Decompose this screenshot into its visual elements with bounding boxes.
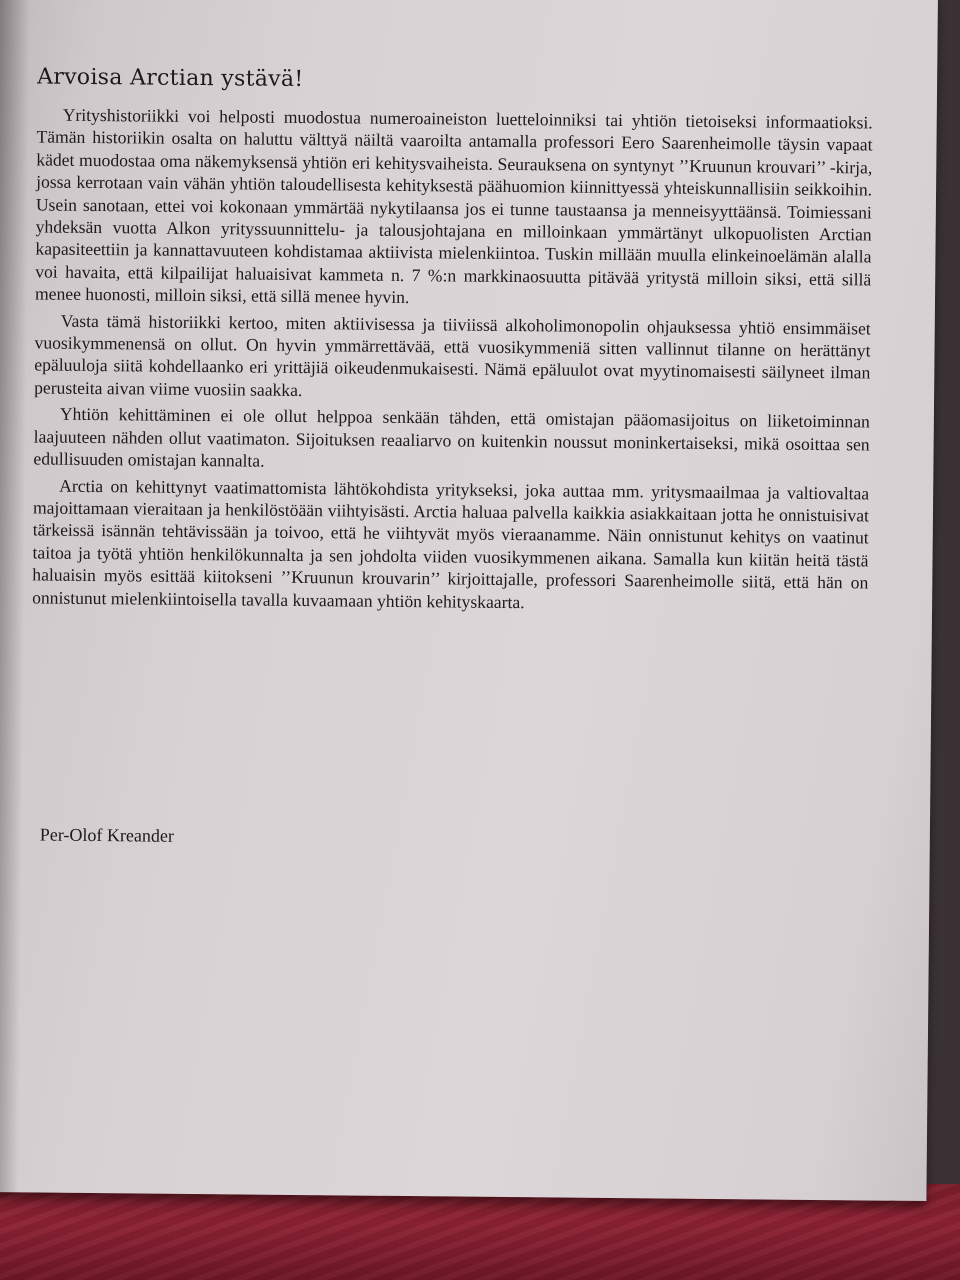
paragraph-1: Yrityshistoriikki voi helposti muodostua numeroaineiston luetteloinniksi tai yhtiön tietoiseksi informaatioksi. Tämän historiikin osalta on haluttu välttyä näiltä vaaroilta antamalla professori Eero Saarenheimolle täysin vapaat kädet muodostaa oma näkemyksensä yhtiön eri kehitysvaiheista. Seurauksena on syntynyt ’’Kruunun krouvari’’ -kirja, jossa kerrotaan vain vähän yhtiön taloudellisesta kehityksestä päähuomion kiinnittyessä yhteiskunnallisiin seikkoihin. Usein sanotaan, ettei voi kokonaan ymmärtää nykytilaansa jos ei tunne taustaansa ja menneisyyttäänsä. Toimiessani yhdeksän vuotta Alkon yrityssuunnittelu- ja talousjohtajana en milloinkaan ymmärtänyt ulkopuolisten Arctian kapasiteettiin ja kannattavuuteen kohdistamaa aktiivista mielenkiintoa. Tuskin millään muulla elinkeinoelämän alalla voi havaita, että kilpailijat haluaisivat kammeta n. 7 %:n markkinaosuutta pitävää yritystä milloin siksi, että sillä menee huonosti, milloin siksi, että sillä menee hyvin.	[34, 104, 873, 308]
spine-shadow	[0, 0, 30, 1192]
paragraph-2: Vasta tämä historiikki kertoo, miten aktiivisessa ja tiiviissä alkoholimonopolin ohjauksessa yhtiö ensimmäiset vuosikymmenensä on ollut. On hyvin ymmärrettävää, että vuosikymmeniä sitten vallinnut tilanne on herättänyt epäluuloja siitä kohdellaanko eri yrittäjiä oikeudenmukaisesti. Nämä epäluulot ovat myytinomaisesti säilyneet ilman perusteita aivan viime vuosiin saakka.	[34, 310, 871, 400]
letter-text	[32, 64, 873, 620]
letter-heading: Arvoisa Arctian ystävä!	[37, 64, 304, 93]
paragraph-4: Arctia on kehittynyt vaatimattomista lähtökohdista yritykseksi, joka auttaa mm. yritysmaailmaa ja valtiovaltaa majoittamaan vieraitaan ja henkilöstöään viihtyisästi. Arctia haluaa palvella kaikkia asiakkaitaan jotta he onnistuisivat tärkeissä isännän tehtävissään ja toivoo, että he viihtyvät myös vieraanamme. Näin onnistunut kehitys on vaatinut taitoa ja työtä yhtiön henkilökunnalta ja sen johdolta viiden vuosikymmenen aikana. Samalla kun kiitän heitä tästä haluaisin myös esittää kiitokseni ’’Kruunun krouvarin’’ kirjoittajalle, professori Saarenheimolle siitä, että hän on onnistunut mielenkiintoisella tavalla kuvaamaan yhtiön kehityskaarta.	[32, 475, 870, 612]
signature: Per-Olof Kreander	[39, 824, 175, 846]
paragraph-3: Yhtiön kehittäminen ei ole ollut helppoa senkään tähden, että omistajan pääomasijoitus on liiketoiminnan laajuuteen nähden ollut vaatimaton. Sijoituksen reaaliarvo on kuitenkin noussut moninkertaiseksi, mikä osoittaa sen edullisuuden omistajan kannalta.	[33, 403, 870, 471]
